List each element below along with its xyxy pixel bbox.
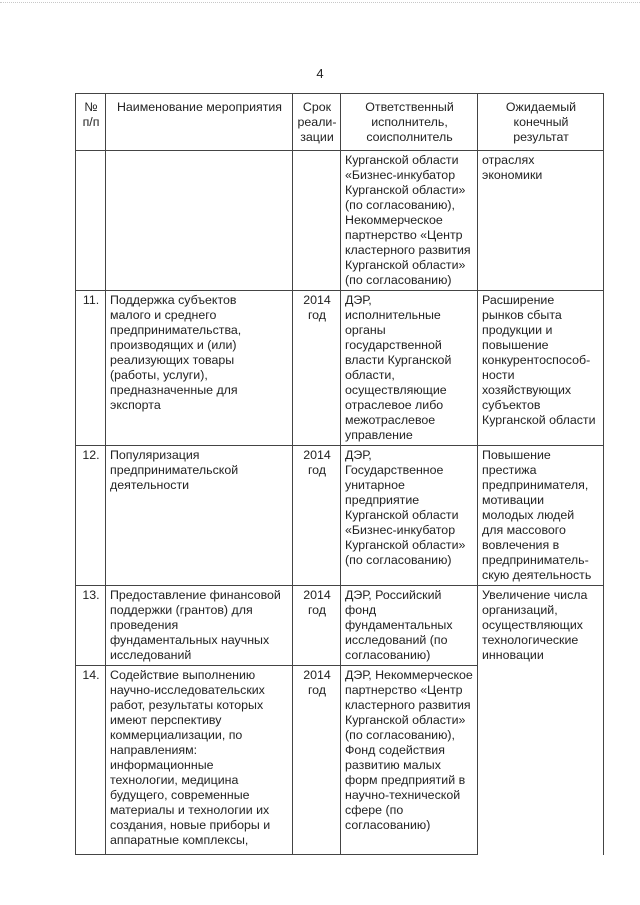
row-responsible: ДЭР, исполнительные органы государственной власти Курганской области, осуществляющие отраслевое либо межотраслевое управление: [341, 291, 478, 446]
row-name: Содействие выполнению научно-исследовательских работ, результаты которых имеют перспективу коммерциализации, по направлениям: информационные технологии, медицина будущего, современные материалы и технологии их создания, новые приборы и аппаратные комплексы,: [106, 666, 293, 855]
cont-num-cell: [76, 151, 106, 291]
row-name: Поддержка субъектов малого и среднего предпринимательства, производящих и (или) реализующих товары (работы, услуги), предназначенные для экспорта: [106, 291, 293, 446]
row-result: Расширение рынков сбыта продукции и повышение конкурентоспособ- ности хозяйствующих субъектов Курганской области: [478, 291, 604, 446]
cont-term-cell: [293, 151, 341, 291]
row-num: 12.: [76, 446, 106, 586]
row-num: 13.: [76, 586, 106, 666]
header-responsible: Ответственный исполнитель, соисполнитель: [341, 94, 478, 151]
row-name: Популяризация предпринимательской деятельности: [106, 446, 293, 586]
row-result: Повышение престижа предпринимателя, мотивации молодых людей для массового вовлечения в предприниматель- скую деятельность: [478, 446, 604, 586]
measures-table: [75, 93, 604, 855]
cont-name-cell: [106, 151, 293, 291]
table-row: [76, 291, 604, 446]
table-header-row: [76, 94, 604, 151]
row-responsible: ДЭР, Государственное унитарное предприятие Курганской области «Бизнес-инкубатор Курганской области» (по согласованию): [341, 446, 478, 586]
row-result: Увеличение числа организаций, осуществляющих технологические инновации: [478, 586, 604, 855]
row-term: 2014 год: [293, 666, 341, 855]
row-num: 14.: [76, 666, 106, 855]
table-row-continuation: [76, 151, 604, 291]
row-term: 2014 год: [293, 291, 341, 446]
header-result: Ожидаемый конечный результат: [478, 94, 604, 151]
cont-responsible-cell: Курганской области «Бизнес-инкубатор Курганской области» (по согласованию), Некоммерческое партнерство «Центр кластерного развития Курганской области» (по согласованию): [341, 151, 478, 291]
table-row: [76, 586, 604, 666]
row-term: 2014 год: [293, 446, 341, 586]
row-responsible: ДЭР, Некоммерческое партнерство «Центр кластерного развития Курганской области» (по согласованию), Фонд содействия развитию малых форм предприятий в научно-технической сфере (по согласованию): [341, 666, 478, 855]
header-term: Срок реали- зации: [293, 94, 341, 151]
table-row: [76, 446, 604, 586]
header-name: Наименование мероприятия: [106, 94, 293, 151]
row-num: 11.: [76, 291, 106, 446]
page-number: 4: [316, 66, 324, 81]
header-num: № п/п: [76, 94, 106, 151]
row-term: 2014 год: [293, 586, 341, 666]
scan-top-edge: [0, 2, 640, 3]
cont-result-cell: отраслях экономики: [478, 151, 604, 291]
row-responsible: ДЭР, Российский фонд фундаментальных исследований (по согласованию): [341, 586, 478, 666]
row-name: Предоставление финансовой поддержки (грантов) для проведения фундаментальных научных исследований: [106, 586, 293, 666]
